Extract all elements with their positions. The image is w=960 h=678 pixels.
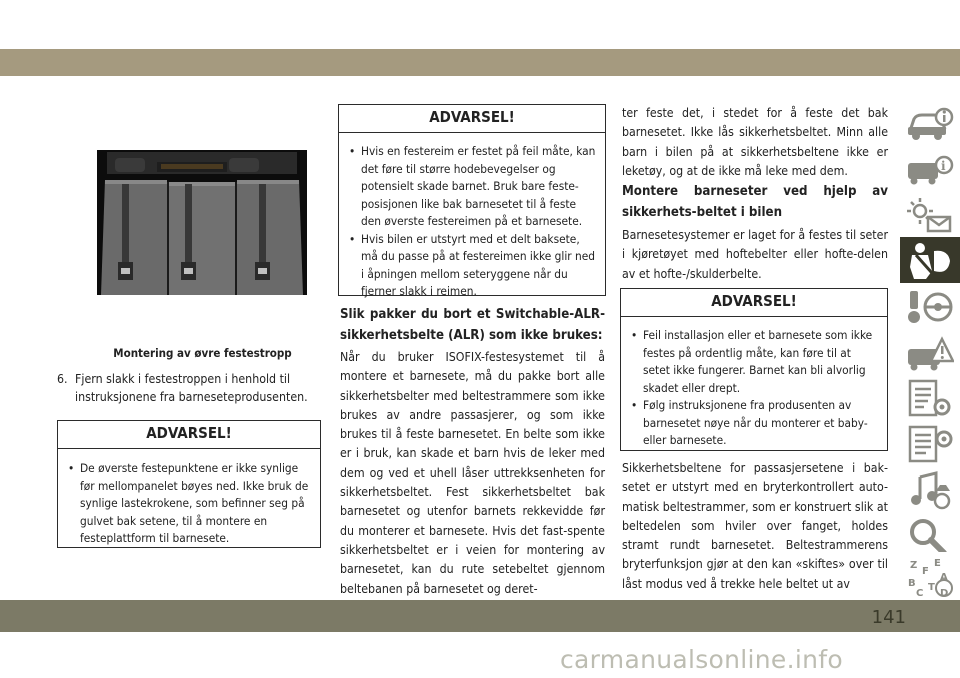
section-heading-seatbelt: Montere barneseter ved hjelp av sikkerhets-beltet i bilen (622, 184, 888, 220)
header-band (0, 49, 960, 76)
warning-triangle-icon (906, 333, 954, 373)
car-info-icon (906, 103, 954, 143)
side-tab-emergency[interactable] (900, 329, 960, 375)
step-number: 6. (57, 372, 68, 386)
multimedia-icon (906, 471, 954, 511)
index-letters-icon (906, 556, 954, 600)
side-tab-car-fuel-info[interactable] (900, 145, 960, 191)
closing-paragraph: Sikkerhetsbeltene for passasjersetene i bak-setet er utstyrt med en bryterkontrollert auto-matisk beltestrammer, som er konstruert slik at beltedelen som hviler over fanget, holdes stramt rundt barnesetet. Beltestrammerens bryterfunksjon gjør at den kan «skiftes» over til låst modus ved å trekke hele beltet ut av (622, 461, 888, 591)
section-body-alr-continued: ter feste det, i stedet for å feste det bak barnesetet. Ikke lås sikkerhetsbeltet. Minn alle barn i bilen på at sikkerhetsbeltene ikke er leketøy, og at de ikke må leke med dem. (622, 106, 888, 178)
warning-item: • Følg instruksjonene fra produsenten av barnesetet nøye når du monterer et baby- eller barnesete. (629, 397, 879, 450)
light-message-icon (906, 195, 954, 235)
footer-band (0, 600, 960, 632)
warning-item: • Hvis bilen er utstyrt med et delt baksete, må du passe på at festereimen ikke glir ned i åpningen mellom seteryggene når du fjerner slakk i reimen. (347, 231, 597, 301)
specifications-icon (906, 425, 954, 465)
svg-text:T: T (928, 582, 935, 593)
seat-photo (97, 150, 307, 295)
svg-text:C: C (916, 588, 924, 599)
side-tab-specifications[interactable] (900, 421, 960, 467)
warning-title: ADVARSEL! (621, 289, 887, 317)
section-body-alr: Når du bruker ISOFIX-festesystemet til å montere et barnesete, må du pakke bort alle sikkerhetsbelter med beltestrammere som ikke brukes av andre passasjerer, og som ikke brukes til å feste barnesetet. En belte som ikke er i bruk, kan skade et barn hvis de leker med dem og ved et uhell låser uttrekksenheten for sikkerhetsbeltet. Fest sikkerhetsbeltet bak barnesetet og utenfor barnets rekkevidde før du monterer et barnesete. Hvis det fast-spente sikkerhetsbeltet er i veien for montering av barnesetet, kan du rute setebeltet gjennom beltebanen på barnesetet og deret- (340, 350, 605, 596)
svg-text:E: E (934, 558, 941, 569)
svg-text:F: F (922, 566, 929, 577)
svg-text:B: B (908, 578, 916, 589)
svg-text:D: D (940, 588, 949, 599)
svg-text:A: A (940, 572, 948, 583)
side-tab-seat-safety[interactable] (900, 237, 960, 283)
warning-box-2 (338, 104, 606, 296)
side-tab-starting-operating[interactable] (900, 283, 960, 329)
section-heading-alr: Slik pakker du bort et Switchable-ALR-sikkerhetsbelte (ALR) som ikke brukes: (340, 307, 605, 343)
car-fuel-info-icon (906, 149, 954, 189)
warning-box-3 (620, 288, 888, 451)
seat-safety-icon (906, 241, 954, 281)
search-magnifier-icon (906, 517, 954, 557)
side-tab-lights-messages[interactable] (900, 191, 960, 237)
side-tab-language-index[interactable] (900, 552, 960, 598)
warning-box-1 (57, 420, 321, 548)
step-text: Fjern slakk i festestroppen i henhold til instruksjonene fra barneseteprodusenten. (75, 372, 308, 404)
service-list-icon (906, 379, 954, 419)
side-tab-servicing[interactable] (900, 375, 960, 421)
section-body-seatbelt: Barnesetesystemer er laget for å festes til seter i kjøretøyet med hoftebelter eller hofte-delen av et hofte-/skulderbelte. (622, 228, 888, 281)
warning-title: ADVARSEL! (58, 421, 320, 449)
svg-text:Z: Z (910, 560, 918, 571)
warning-item: • Hvis en festereim er festet på feil måte, kan det føre til større hodebevegelser og potensielt skade barnet. Bruk bare feste-posisjonen like bak barnesetet til å feste den øverste festereimen på et barnesete. (347, 143, 597, 231)
steering-start-icon (906, 287, 954, 327)
instruction-step-6 (57, 370, 327, 406)
watermark-text: carmanualsonline.info (560, 645, 843, 674)
side-tab-car-info[interactable] (900, 99, 960, 145)
warning-item: • Feil installasjon eller et barnesete som ikke festes på ordentlig måte, kan føre til at setet ikke fungerer. Barnet kan bli alvorlig skadet eller drept. (629, 327, 879, 397)
side-tab-multimedia[interactable] (900, 467, 960, 513)
warning-item: • De øverste festepunktene er ikke synlige før mellompanelet bøyes ned. Ikke bruk de synlige lastekrokene, som befinner seg på gulvet bak setene, til å montere en festeplattform til barnesete. (66, 460, 312, 548)
warning-title: ADVARSEL! (339, 105, 605, 133)
svg-text:i: i (941, 159, 946, 173)
figure-caption: Montering av øvre festestropp (113, 346, 292, 360)
page-number: 141 (871, 607, 906, 628)
